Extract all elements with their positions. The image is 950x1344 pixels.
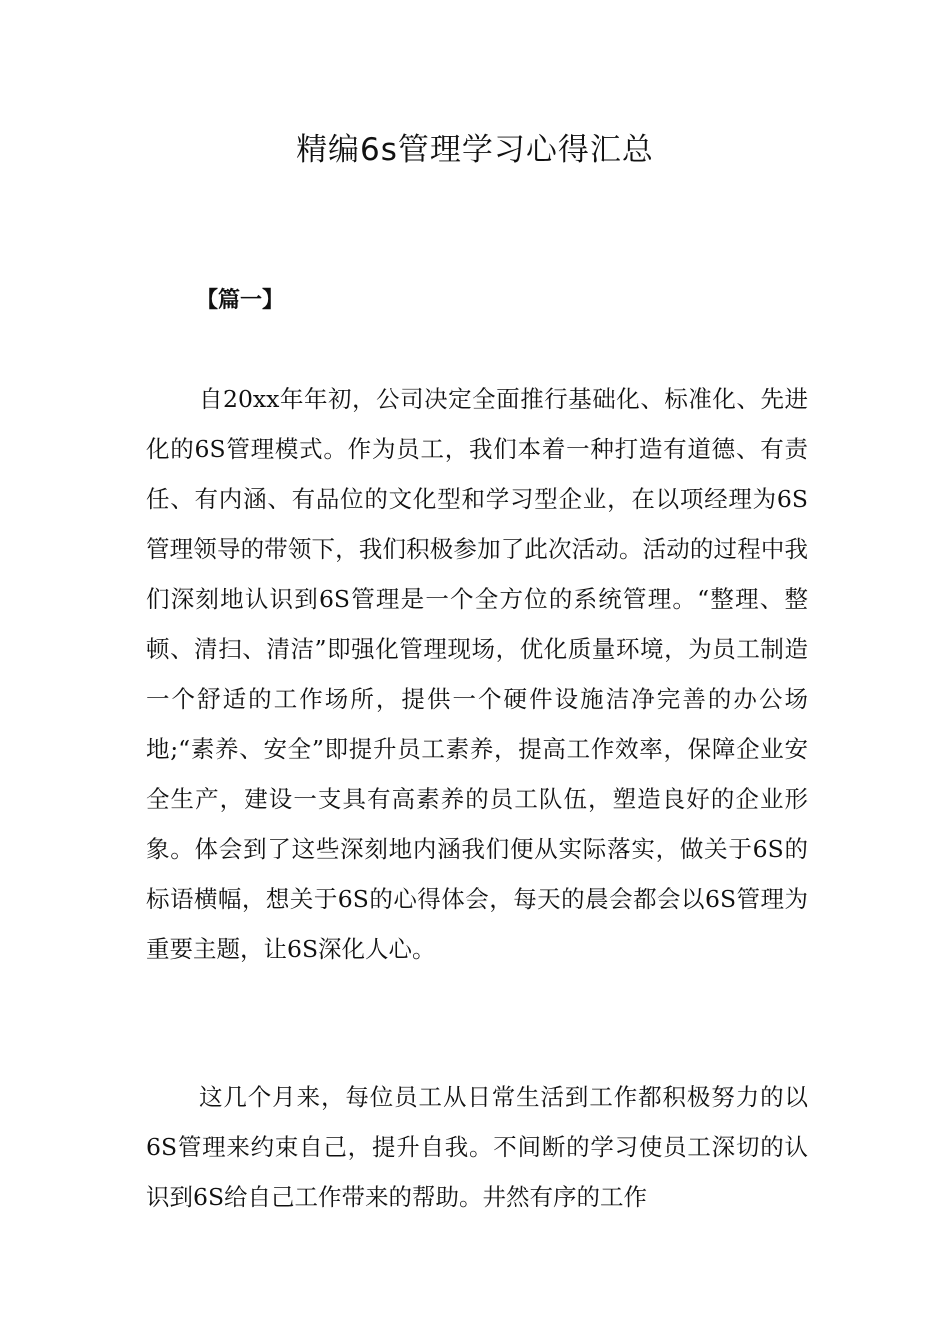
paragraph-1: 自20xx年年初，公司决定全面推行基础化、标准化、先进化的6S管理模式。作为员工，我们本着一种打造有道德、有责任、有内涵、有品位的文化型和学习型企业，在以项经理为6S管理领导的带领下，我们积极参加了此次活动。活动的过程中我们深刻地认识到6S管理是一个全方位的系统管理。“整理、整顿、清扫、清洁”即强化管理现场，优化质量环境，为员工制造一个舒适的工作场所，提供一个硬件设施洁净完善的办公场地;“素养、安全”即提升员工素养，提高工作效率，保障企业安全生产，建设一支具有高素养的员工队伍，塑造良好的企业形象。体会到了这些深刻地内涵我们便从实际落实，做关于6S的标语横幅，想关于6S的心得体会，每天的晨会都会以6S管理为重要主题，让6S深化人心。	[146, 385, 808, 963]
document-title: 精编6s管理学习心得汇总	[296, 132, 654, 168]
paragraph-2: 这几个月来，每位员工从日常生活到工作都积极努力的以6S管理来约束自己，提升自我。不间断的学习使员工深切的认识到6S给自己工作带来的帮助。井然有序的工作	[146, 1083, 808, 1211]
section-heading: 【篇一】	[196, 287, 285, 313]
